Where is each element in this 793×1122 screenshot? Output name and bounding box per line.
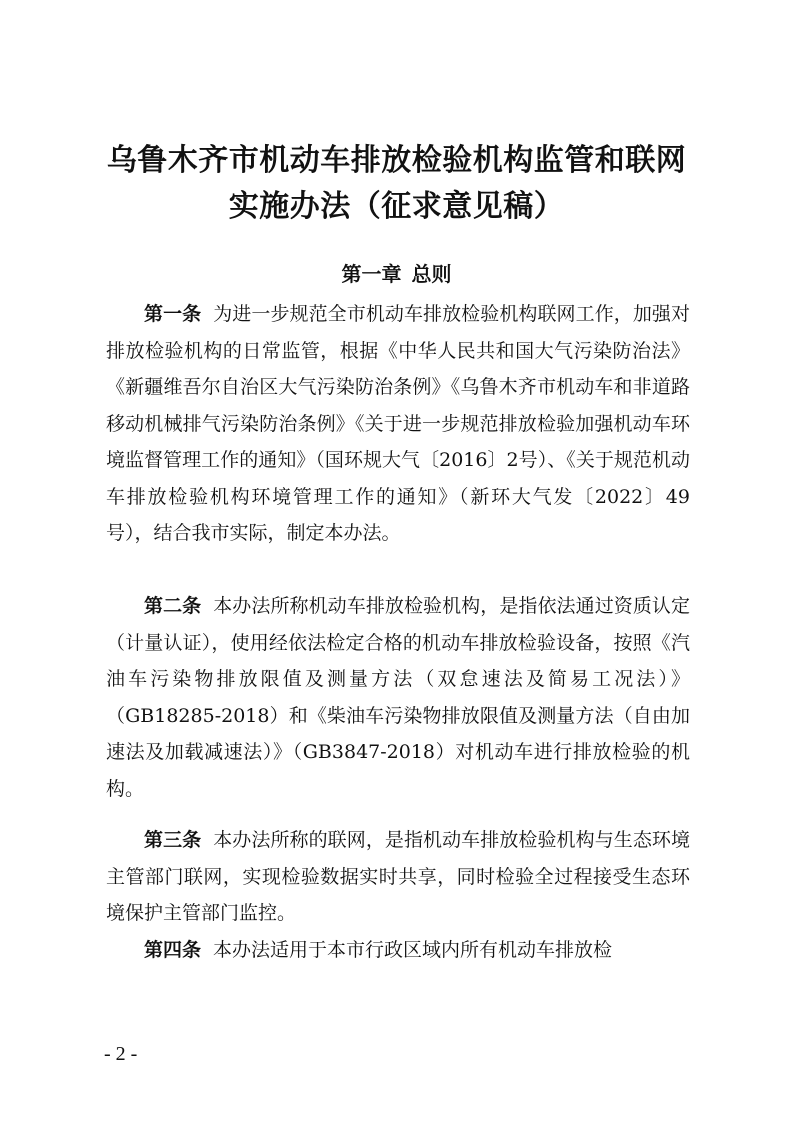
document-title-line-2: 实施办法（征求意见稿） — [228, 189, 565, 224]
article-label: 第三条 — [144, 829, 202, 851]
page-number: - 2 - — [104, 1043, 138, 1065]
article-text: 本办法所称的联网，是指机动车排放检验机构与生态环境主管部门联网，实现检验数据实时共享，同时检验全过程接受生态环境保护主管部门监控。 — [106, 829, 690, 924]
article-text: 为进一步规范全市机动车排放检验机构联网工作，加强对排放检验机构的日常监管，根据《中华人民共和国大气污染防治法》《新疆维吾尔自治区大气污染防治条例》《乌鲁木齐市机动车和非道路移动机械排气污染防治条例》《关于进一步规范排放检验加强机动车环境监督管理工作的通知》（国环规大气〔2016〕2号）、《关于规范机动车排放检验机构环境管理工作的通知》（新环大气发〔2022〕49号），结合我市实际，制定本办法。 — [106, 303, 690, 544]
chapter-name: 总则 — [411, 262, 452, 286]
chapter-heading — [0, 259, 793, 289]
document-body-article-3 — [106, 822, 690, 932]
article-label: 第一条 — [144, 303, 202, 325]
article-2 — [106, 588, 690, 807]
article-text: 本办法所称机动车排放检验机构，是指依法通过资质认定（计量认证），使用经依法检定合格的机动车排放检验设备，按照《汽油车污染物排放限值及测量方法（双怠速法及简易工况法）》（GB18285-2018）和《柴油车污染物排放限值及测量方法（自由加速法及加载减速法）》（GB3847-2018）对机动车进行排放检验的机构。 — [106, 595, 690, 800]
article-label: 第二条 — [144, 595, 202, 617]
article-3 — [106, 822, 690, 932]
article-4 — [106, 932, 690, 969]
article-label: 第四条 — [144, 939, 202, 961]
article-1 — [106, 296, 690, 552]
document-body-article-4 — [106, 932, 690, 969]
document-title-line-1: 乌鲁木齐市机动车排放检验机构监管和联网 — [106, 143, 687, 178]
document-body-article-2 — [106, 588, 690, 807]
chapter-number: 第一章 — [341, 262, 402, 286]
document-body — [106, 296, 690, 552]
article-text: 本办法适用于本市行政区域内所有机动车排放检 — [213, 939, 613, 961]
